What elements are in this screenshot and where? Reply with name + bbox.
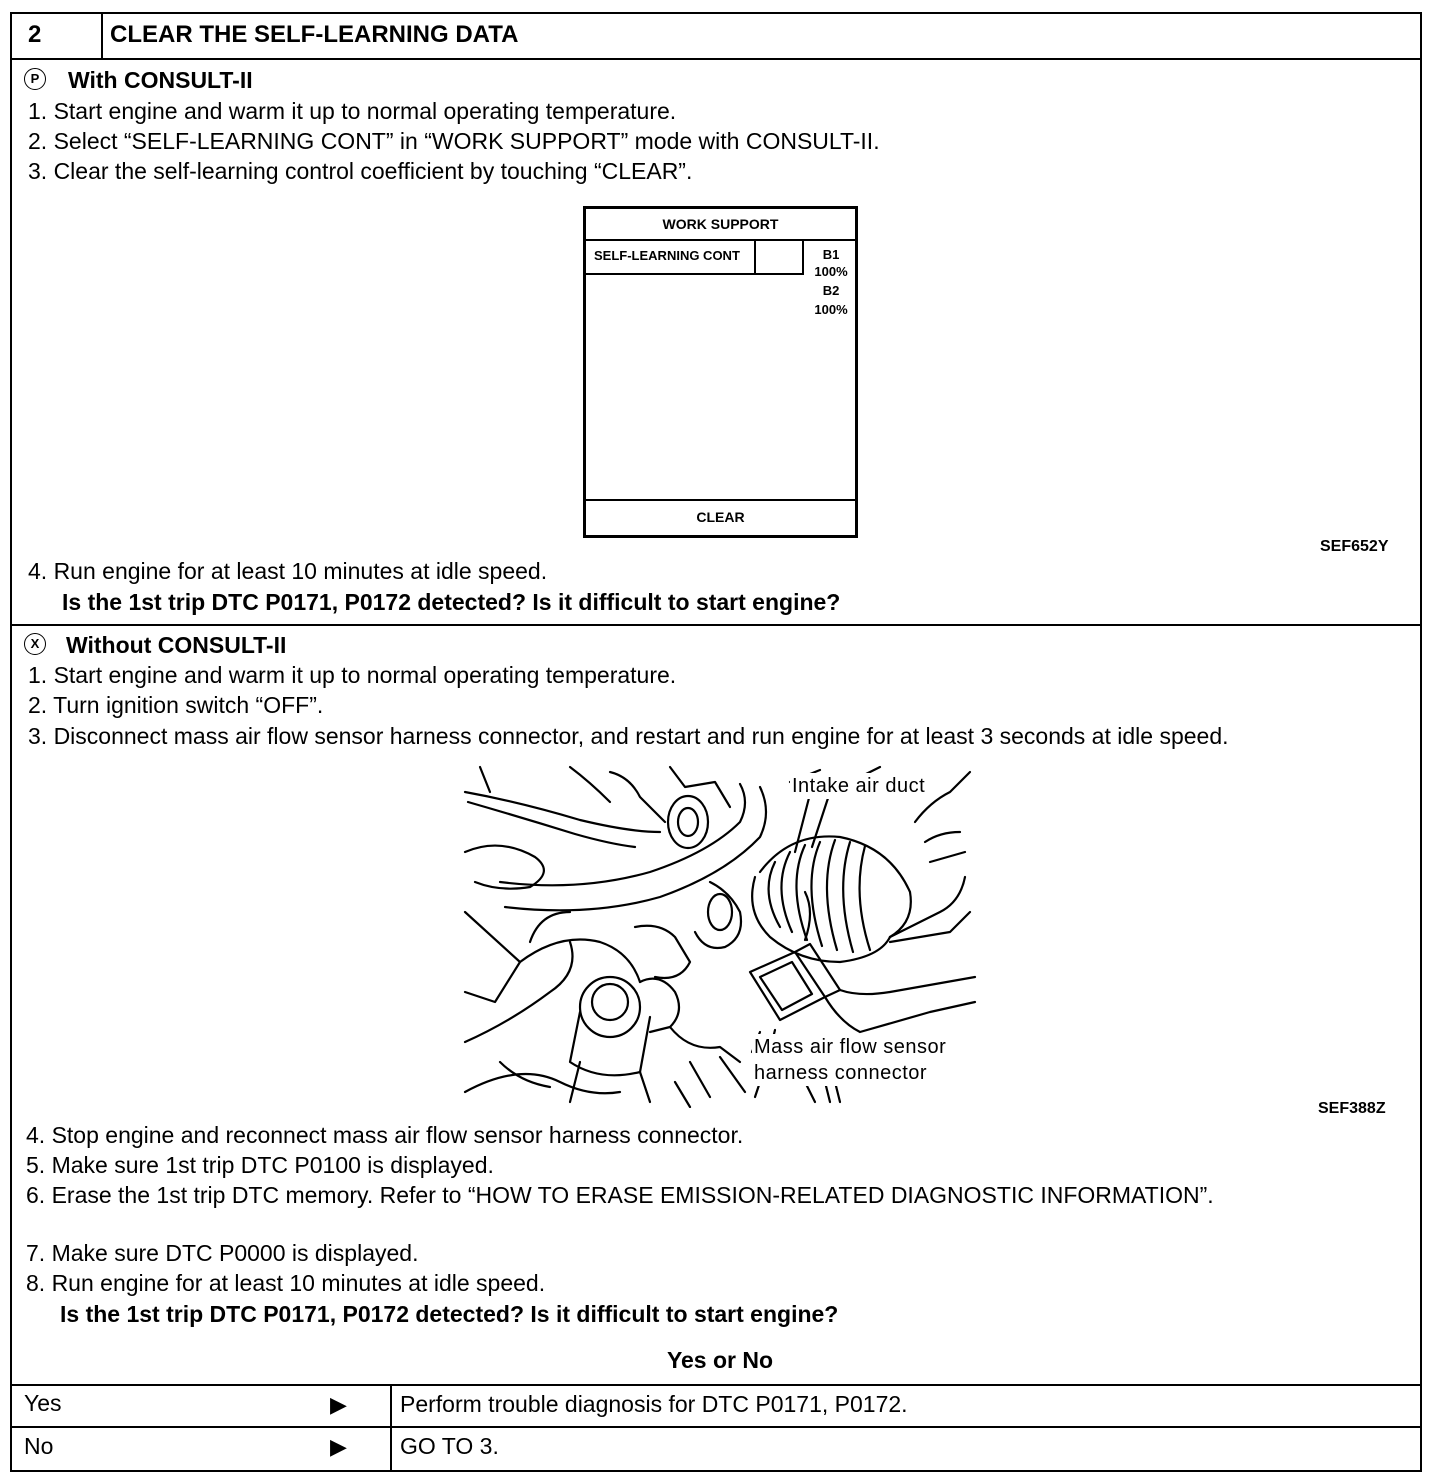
screen-item: SELF-LEARNING CONT [586,239,756,275]
label-maf-sensor-1: Mass air flow sensor [754,1036,947,1058]
with-step-2: 2. Select “SELF-LEARNING CONT” in “WORK SUPPORT” mode with CONSULT-II. [28,128,880,154]
result-answer-yes: Yes [24,1390,62,1416]
yes-or-no-prompt: Yes or No [666,1347,774,1373]
work-support-screen [583,206,858,538]
result-arrow-yes: ▶ [330,1392,347,1417]
consult-icon [24,68,46,90]
result-action-no: GO TO 3. [400,1433,499,1459]
results-rule-top [10,1384,1422,1386]
with-question: Is the 1st trip DTC P0171, P0172 detected? Is it difficult to start engine? [62,589,841,615]
figure-code-1: SEF652Y [1320,538,1389,555]
without-step-3: 3. Disconnect mass air flow sensor harness connector, and restart and run engine for at least 3 seconds at idle speed. [28,723,1229,749]
without-step-7: 7. Make sure DTC P0000 is displayed. [26,1240,419,1266]
header-rule [10,58,1422,60]
without-step-4: 4. Stop engine and reconnect mass air flow sensor harness connector. [26,1122,744,1148]
without-question: Is the 1st trip DTC P0171, P0172 detected? Is it difficult to start engine? [60,1301,839,1327]
label-intake-air-duct: Intake air duct [792,775,926,797]
b2-value: 100% [814,302,848,317]
consult-icon-letter: P [30,71,40,86]
with-consult-heading: With CONSULT-II [68,67,253,93]
result-arrow-no: ▶ [330,1434,347,1459]
clear-button: CLEAR [586,499,855,535]
without-step-5: 5. Make sure 1st trip DTC P0100 is displayed. [26,1152,494,1178]
header-divider [101,12,103,59]
without-step-2: 2. Turn ignition switch “OFF”. [28,692,324,718]
b2-label: B2 [822,283,840,298]
without-step-6: 6. Erase the 1st trip DTC memory. Refer to “HOW TO ERASE EMISSION-RELATED DIAGNOSTIC INFORMATION”. [26,1182,1214,1208]
with-step-3: 3. Clear the self-learning control coefficient by touching “CLEAR”. [28,158,693,184]
results-divider [390,1384,392,1470]
screen-title: WORK SUPPORT [586,209,855,241]
with-step-4: 4. Run engine for at least 10 minutes at idle speed. [28,558,548,584]
without-step-8: 8. Run engine for at least 10 minutes at idle speed. [26,1270,546,1296]
b1-label: B1 [822,247,840,262]
result-action-yes: Perform trouble diagnosis for DTC P0171, P0172. [400,1391,908,1417]
step-number: 2 [28,21,42,48]
step-title: CLEAR THE SELF-LEARNING DATA [110,21,519,48]
figure-code-2: SEF388Z [1318,1100,1386,1117]
with-step-1: 1. Start engine and warm it up to normal operating temperature. [28,98,677,124]
b1-value: 100% [814,264,848,279]
screen-item-box [756,239,804,275]
label-maf-sensor-2: harness connector [754,1062,928,1084]
results-rule-mid [10,1426,1422,1428]
no-consult-icon [24,633,46,655]
section-rule [10,624,1422,626]
no-consult-icon-letter: X [30,636,40,651]
without-step-1: 1. Start engine and warm it up to normal operating temperature. [28,662,677,688]
without-consult-heading: Without CONSULT-II [66,632,287,658]
result-answer-no: No [24,1433,54,1459]
